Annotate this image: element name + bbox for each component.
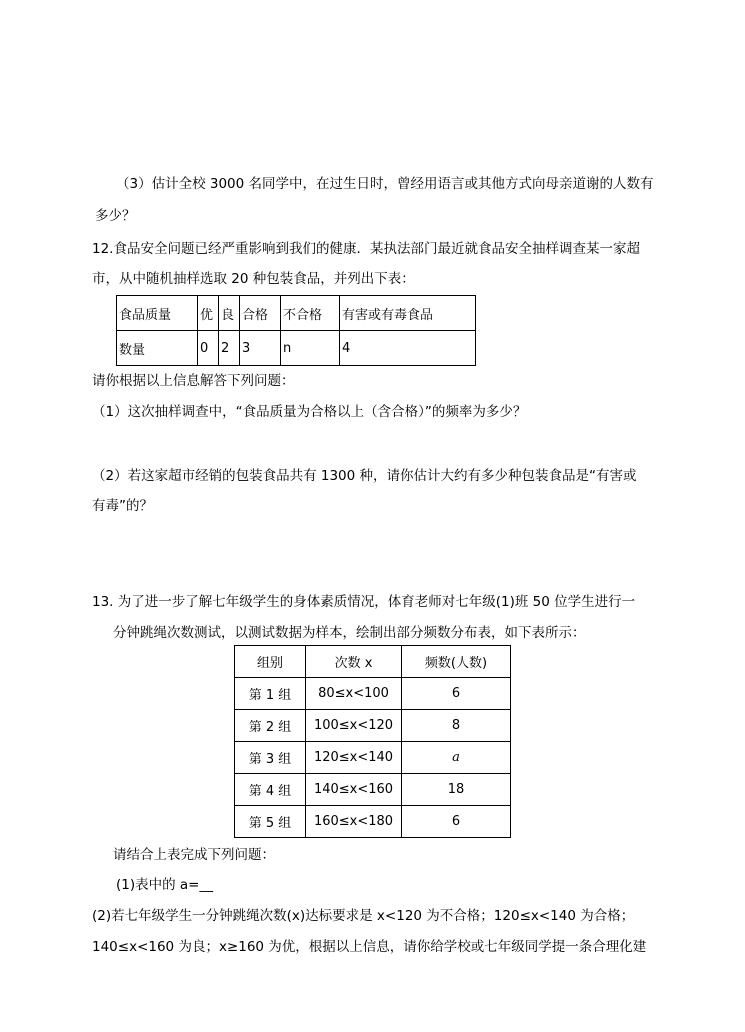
table-row xyxy=(235,678,511,710)
table-cell: 8 xyxy=(402,710,511,742)
table-cell: 80≤x<100 xyxy=(306,678,402,710)
frequency-table xyxy=(234,645,511,838)
table-header-row xyxy=(235,646,511,678)
q13-line1: 13. 为了进一步了解七年级学生的身体素质情况，体育老师对七年级(1)班 50 位学生进行一 xyxy=(92,594,636,610)
table-cell: 6 xyxy=(402,806,511,838)
table-cell: 第 1 组 xyxy=(235,678,306,710)
table-cell: 第 3 组 xyxy=(235,742,306,774)
table-cell: 6 xyxy=(402,678,511,710)
table-cell: 优 xyxy=(198,296,219,331)
q13-part2-line1: (2)若七年级学生一分钟跳绳次数(x)达标要求是 x<120 为不合格；120≤x<140 为合格； xyxy=(92,908,635,924)
table-cell: 良 xyxy=(219,296,240,331)
table-cell: n xyxy=(281,331,340,366)
q13-prompt: 请结合上表完成下列问题： xyxy=(113,847,275,863)
table-cell: 120≤x<140 xyxy=(306,742,402,774)
table-cell: 2 xyxy=(219,331,240,366)
q13-part1: (1)表中的 a=__ xyxy=(116,877,213,893)
q13-line2: 分钟跳绳次数测试，以测试数据为样本，绘制出部分频数分布表，如下表所示： xyxy=(113,625,586,641)
q12-line2: 市，从中随机抽样选取 20 种包装食品，并列出下表： xyxy=(92,271,415,287)
table-cell: 第 5 组 xyxy=(235,806,306,838)
table-cell: 160≤x<180 xyxy=(306,806,402,838)
table-row xyxy=(235,806,511,838)
table-cell: 第 2 组 xyxy=(235,710,306,742)
table-cell: 第 4 组 xyxy=(235,774,306,806)
q12-part2-line2: 有毒”的？ xyxy=(92,498,153,514)
table-cell: 有害或有毒食品 xyxy=(340,296,476,331)
table-header-row xyxy=(117,296,476,331)
table-row xyxy=(235,774,511,806)
table-cell: a xyxy=(402,742,511,774)
table-cell: 不合格 xyxy=(281,296,340,331)
q12-part1: （1）这次抽样调查中，“食品质量为合格以上（含合格）”的频率为多少？ xyxy=(92,404,527,420)
table-cell: 140≤x<160 xyxy=(306,774,402,806)
food-quality-table xyxy=(116,295,476,366)
q12-part2-line1: （2）若这家超市经销的包装食品共有 1300 种，请你估计大约有多少种包装食品是“有害或 xyxy=(92,468,637,484)
table-cell: 18 xyxy=(402,774,511,806)
table-cell: 合格 xyxy=(240,296,281,331)
table-cell: 100≤x<120 xyxy=(306,710,402,742)
table-cell: 组别 xyxy=(235,646,306,678)
table-cell: 4 xyxy=(340,331,476,366)
table-row xyxy=(235,742,511,774)
table-cell: 0 xyxy=(198,331,219,366)
table-cell: 数量 xyxy=(117,331,198,366)
table-row xyxy=(235,710,511,742)
table-cell: 次数 x xyxy=(306,646,402,678)
table-cell: 频数(人数) xyxy=(402,646,511,678)
table-cell: 3 xyxy=(240,331,281,366)
q11-part3-line1: （3）估计全校 3000 名同学中，在过生日时，曾经用语言或其他方式向母亲道谢的人数有 xyxy=(116,176,654,192)
table-cell: 食品质量 xyxy=(117,296,198,331)
q13-part2-line2: 140≤x<160 为良；x≥160 为优，根据以上信息，请你给学校或七年级同学提一条合理化建 xyxy=(92,939,647,955)
table-row xyxy=(117,331,476,366)
q12-prompt: 请你根据以上信息解答下列问题： xyxy=(92,373,295,389)
q12-line1: 12.食品安全问题已经严重影响到我们的健康．某执法部门最近就食品安全抽样调查某一家超 xyxy=(92,241,640,257)
q11-part3-line2: 多少？ xyxy=(95,208,136,224)
